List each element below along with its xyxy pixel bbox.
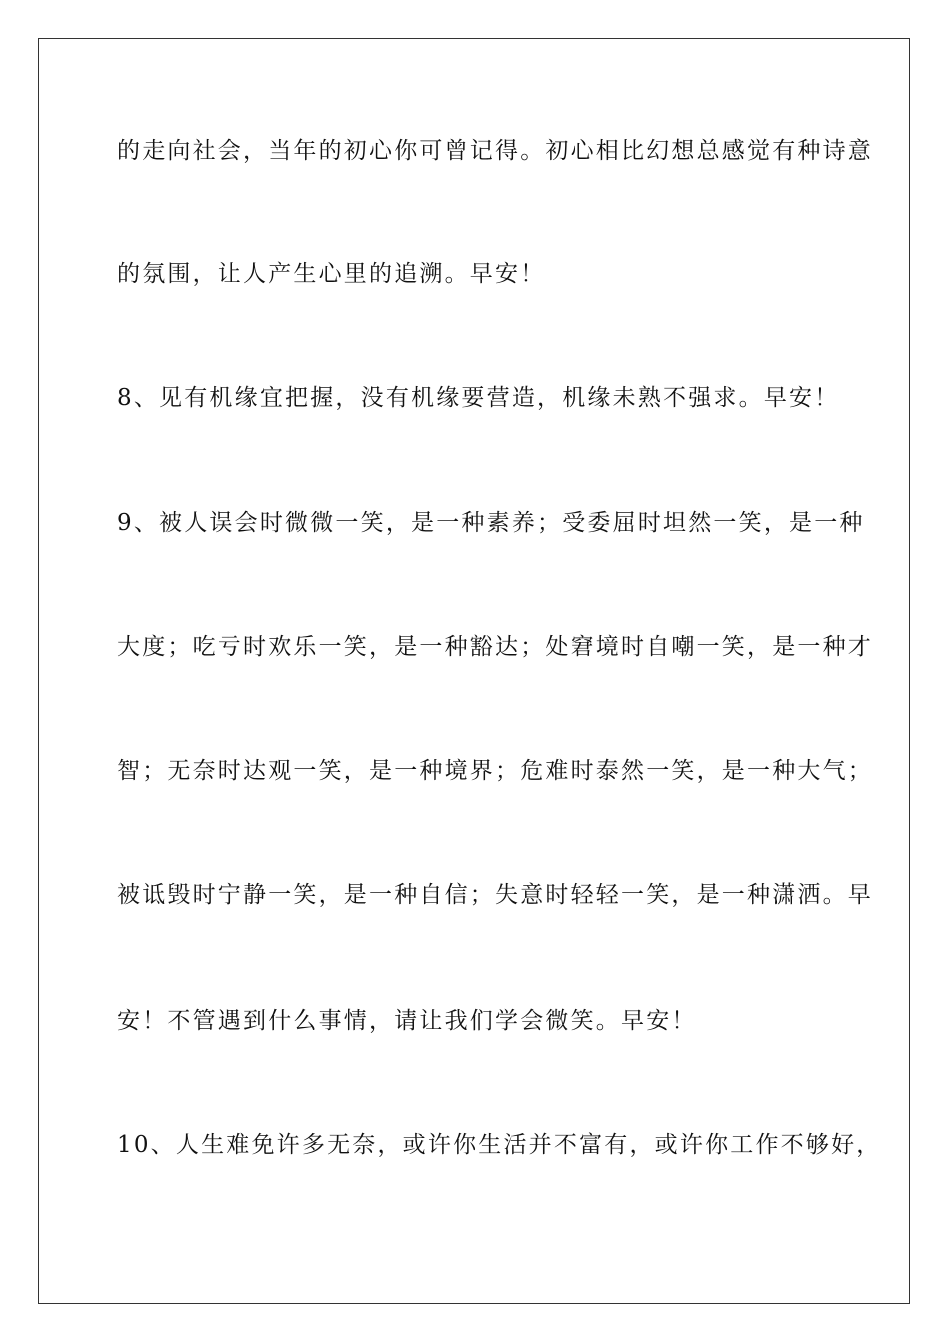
text-line-1: 的走向社会，当年的初心你可曾记得。初心相比幻想总感觉有种诗意 — [117, 138, 873, 164]
text-line-8: 安！不管遇到什么事情，请让我们学会微笑。早安！ — [117, 1008, 697, 1034]
text-line-7: 被诋毁时宁静一笑，是一种自信；失意时轻轻一笑，是一种潇洒。早 — [117, 882, 873, 908]
text-line-2: 的氛围，让人产生心里的追溯。早安！ — [117, 261, 546, 287]
text-line-4: 9、被人误会时微微一笑，是一种素养；受委屈时坦然一笑，是一种 — [117, 510, 865, 536]
text-line-9: 10、人生难免许多无奈，或许你生活并不富有，或许你工作不够好， — [117, 1132, 882, 1158]
text-line-5: 大度；吃亏时欢乐一笑，是一种豁达；处窘境时自嘲一笑，是一种才 — [117, 634, 873, 660]
page-frame — [38, 38, 910, 1304]
text-line-6: 智；无奈时达观一笑，是一种境界；危难时泰然一笑，是一种大气； — [117, 758, 873, 784]
text-line-3: 8、见有机缘宜把握，没有机缘要营造，机缘未熟不强求。早安！ — [117, 385, 840, 411]
